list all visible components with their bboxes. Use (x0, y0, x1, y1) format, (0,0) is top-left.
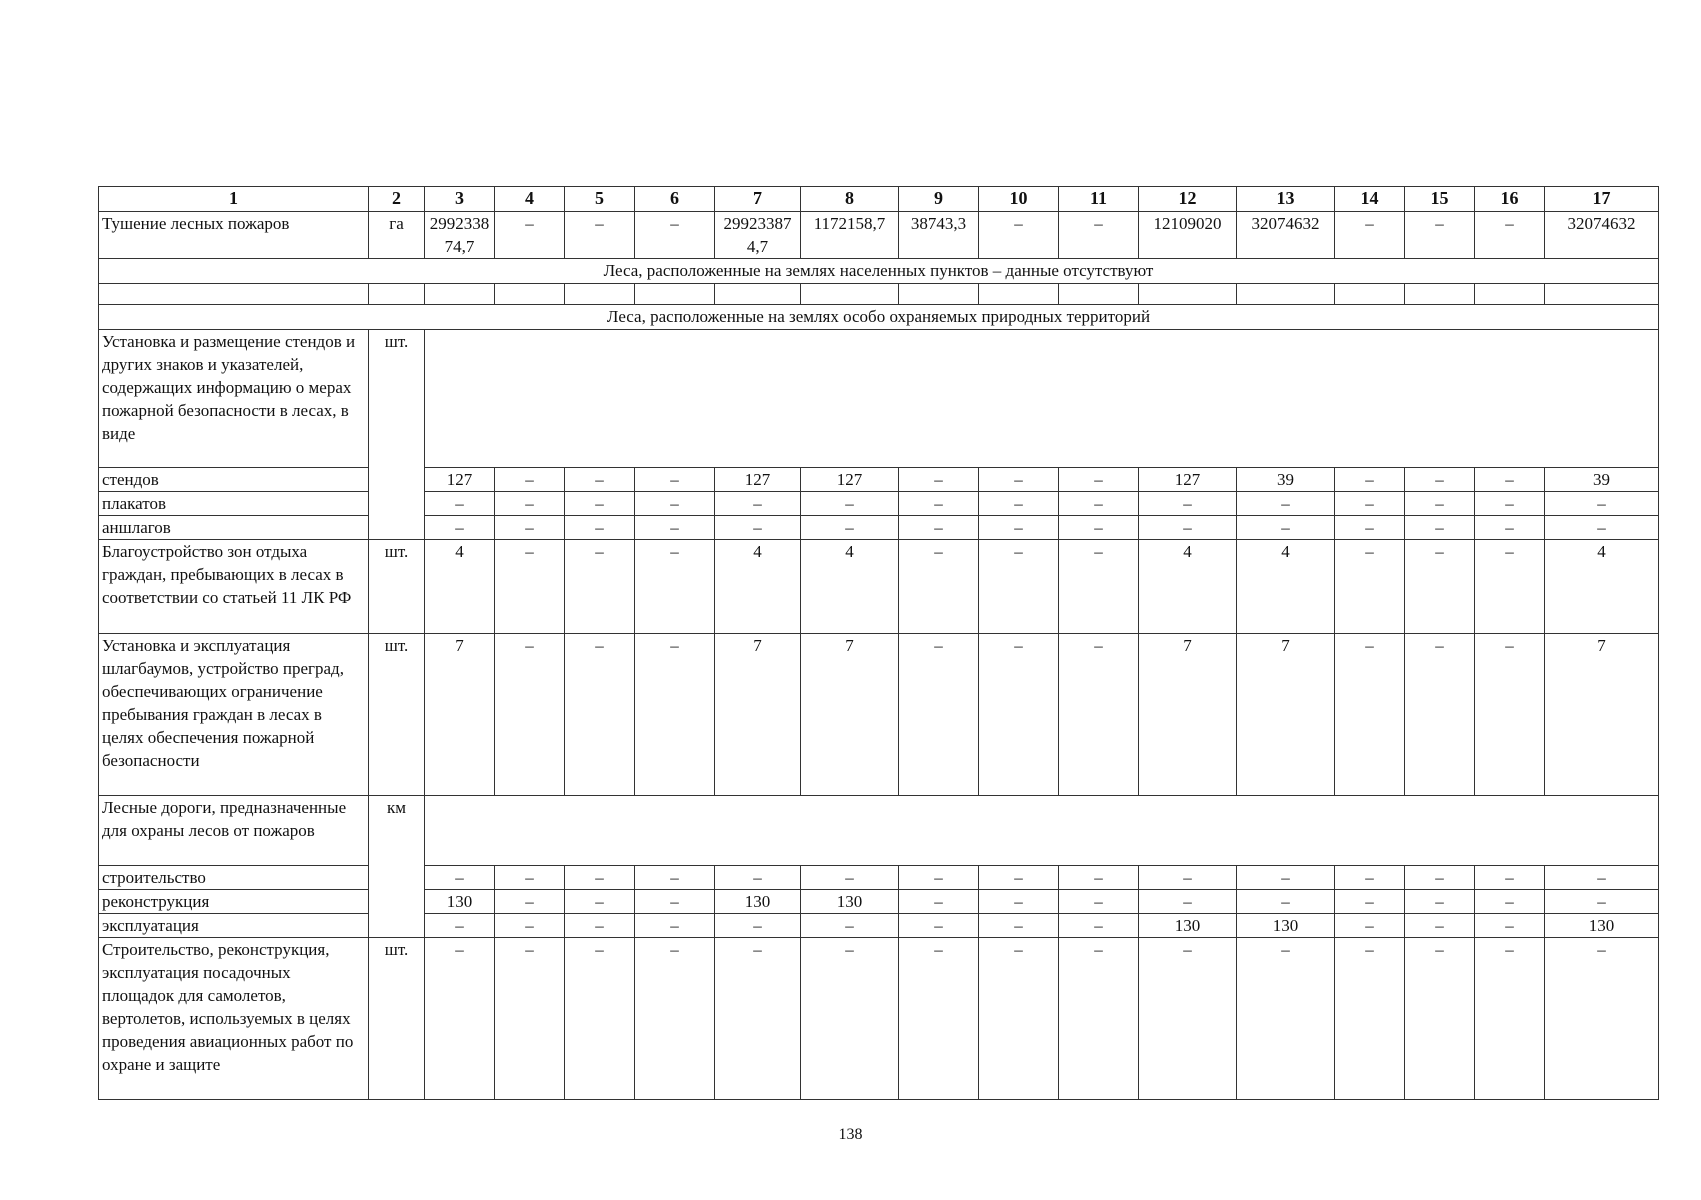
table-cell: 127 (425, 468, 495, 492)
table-cell: – (1059, 938, 1139, 1100)
table-cell: – (979, 212, 1059, 259)
table-cell: – (1335, 212, 1405, 259)
table-cell: – (1237, 890, 1335, 914)
table-cell: – (1545, 516, 1659, 540)
table-row-road-operation (99, 914, 1659, 938)
table-cell: – (1475, 212, 1545, 259)
table-cell: – (425, 866, 495, 890)
table-cell: – (1059, 634, 1139, 796)
column-header: 2 (369, 187, 425, 212)
section-row-protected-areas (99, 305, 1659, 330)
forest-fire-measures-table (98, 186, 1659, 1100)
row-name: стендов (99, 468, 369, 492)
row-name: реконструкция (99, 890, 369, 914)
table-cell: – (1405, 540, 1475, 634)
table-cell: – (635, 212, 715, 259)
table-cell: – (1475, 468, 1545, 492)
table-cell: – (715, 492, 801, 516)
table-cell: 4 (1545, 540, 1659, 634)
table-cell: – (635, 938, 715, 1100)
table-row-fire-suppression (99, 212, 1659, 259)
table-cell: 127 (715, 468, 801, 492)
table-cell: 127 (1139, 468, 1237, 492)
row-name: плакатов (99, 492, 369, 516)
table-cell: – (1059, 866, 1139, 890)
table-cell: – (635, 890, 715, 914)
table-cell: – (635, 634, 715, 796)
table-cell: 4 (715, 540, 801, 634)
table-cell: – (1475, 914, 1545, 938)
table-cell: – (979, 468, 1059, 492)
section-heading: Леса, расположенные на землях населенных пунктов – данные отсутствуют (99, 259, 1659, 284)
table-cell: – (979, 914, 1059, 938)
table-cell: – (1405, 212, 1475, 259)
table-cell: – (715, 516, 801, 540)
table-cell: – (979, 492, 1059, 516)
column-header: 4 (495, 187, 565, 212)
column-header: 10 (979, 187, 1059, 212)
table-cell: – (979, 866, 1059, 890)
table-cell: 4 (1139, 540, 1237, 634)
empty-row (99, 284, 1659, 305)
table-cell: – (715, 914, 801, 938)
table-cell: 7 (1237, 634, 1335, 796)
table-cell: – (979, 634, 1059, 796)
table-cell: 7 (425, 634, 495, 796)
table-row-roads-heading (99, 796, 1659, 866)
table-cell: – (801, 492, 899, 516)
table-cell: – (899, 492, 979, 516)
table-cell: – (1059, 468, 1139, 492)
table-cell: – (495, 866, 565, 890)
row-name: аншлагов (99, 516, 369, 540)
table-cell: – (635, 914, 715, 938)
table-cell: – (1335, 516, 1405, 540)
page-number: 138 (838, 1126, 863, 1143)
table-cell: – (899, 866, 979, 890)
column-header: 14 (1335, 187, 1405, 212)
table-cell: – (565, 212, 635, 259)
table-cell: – (1059, 540, 1139, 634)
table-cell: 4 (425, 540, 495, 634)
table-cell: – (1237, 516, 1335, 540)
table-cell: – (635, 468, 715, 492)
table-cell: – (565, 890, 635, 914)
table-cell: – (899, 914, 979, 938)
table-cell: – (801, 866, 899, 890)
table-cell: 7 (1545, 634, 1659, 796)
row-name: Строительство, реконструкция, эксплуатация посадочных площадок для самолетов, вертолетов, используемых в целях проведения авиационных работ по охране и защите (99, 938, 369, 1100)
table-cell: – (1405, 492, 1475, 516)
table-cell: – (1335, 468, 1405, 492)
table-cell: – (1059, 492, 1139, 516)
table-cell: 32074632 (1237, 212, 1335, 259)
table-cell: 4 (1237, 540, 1335, 634)
table-cell: 39 (1545, 468, 1659, 492)
table-cell: – (1139, 492, 1237, 516)
table-cell: – (1475, 938, 1545, 1100)
row-unit: шт. (369, 634, 425, 796)
table-cell: – (899, 890, 979, 914)
table-cell: – (565, 866, 635, 890)
column-header: 5 (565, 187, 635, 212)
table-cell: 2992338 74,7 (425, 212, 495, 259)
table-cell: – (801, 516, 899, 540)
table-cell: – (1405, 634, 1475, 796)
table-row-stands (99, 468, 1659, 492)
table-cell: – (565, 634, 635, 796)
table-cell: – (1545, 866, 1659, 890)
table-cell: – (1059, 914, 1139, 938)
column-header: 1 (99, 187, 369, 212)
table-cell: – (1335, 866, 1405, 890)
table-cell: – (1475, 634, 1545, 796)
table-cell: – (715, 938, 801, 1100)
table-cell: – (1405, 914, 1475, 938)
table-cell: – (1405, 468, 1475, 492)
table-cell: – (979, 540, 1059, 634)
table-cell: – (565, 516, 635, 540)
column-number-row (99, 187, 1659, 212)
table-cell: – (979, 516, 1059, 540)
table-cell: – (1335, 540, 1405, 634)
table-cell: – (495, 634, 565, 796)
table-cell: – (1475, 866, 1545, 890)
table-cell: – (1237, 938, 1335, 1100)
table-cell: – (495, 492, 565, 516)
table-cell: 12109020 (1139, 212, 1237, 259)
table-cell: – (1405, 938, 1475, 1100)
table-cell: – (635, 540, 715, 634)
table-cell: 32074632 (1545, 212, 1659, 259)
row-name: Тушение лесных пожаров (99, 212, 369, 259)
section-row-settlements (99, 259, 1659, 284)
table-cell: – (495, 938, 565, 1100)
table-cell: 130 (1139, 914, 1237, 938)
table-cell: – (1475, 540, 1545, 634)
table-cell: – (979, 938, 1059, 1100)
table-cell: – (899, 540, 979, 634)
table-cell: – (1139, 866, 1237, 890)
table-cell: – (495, 516, 565, 540)
table-cell: – (1335, 634, 1405, 796)
table-cell: – (801, 914, 899, 938)
table-cell: – (1059, 890, 1139, 914)
table-cell: – (1405, 516, 1475, 540)
table-cell: 1172158,7 (801, 212, 899, 259)
row-unit: км (369, 796, 425, 938)
table-cell: – (1545, 890, 1659, 914)
column-header: 11 (1059, 187, 1139, 212)
table-cell: – (801, 938, 899, 1100)
table-cell: – (495, 914, 565, 938)
table-cell: – (715, 866, 801, 890)
table-cell: – (1335, 890, 1405, 914)
column-header: 13 (1237, 187, 1335, 212)
table-cell: – (1475, 890, 1545, 914)
table-row-barriers (99, 634, 1659, 796)
table-cell: 7 (801, 634, 899, 796)
table-cell: – (565, 938, 635, 1100)
table-cell: – (1059, 516, 1139, 540)
table-cell: – (635, 866, 715, 890)
table-cell: 39 (1237, 468, 1335, 492)
table-cell: – (1545, 938, 1659, 1100)
table-cell: – (565, 914, 635, 938)
table-cell: – (1335, 492, 1405, 516)
table-cell: – (495, 212, 565, 259)
table-cell: 4 (801, 540, 899, 634)
table-cell: – (1237, 866, 1335, 890)
row-unit: шт. (369, 330, 425, 540)
table-cell: – (425, 516, 495, 540)
row-name: Благоустройство зон отдыха граждан, пребывающих в лесах в соответствии со статьей 11 ЛК РФ (99, 540, 369, 634)
table-cell: – (1139, 516, 1237, 540)
table-cell: 130 (715, 890, 801, 914)
table-cell: – (1139, 938, 1237, 1100)
column-header: 17 (1545, 187, 1659, 212)
table-cell: – (1405, 890, 1475, 914)
column-header: 9 (899, 187, 979, 212)
row-unit: шт. (369, 540, 425, 634)
table-row-stands-heading (99, 330, 1659, 468)
table-cell: – (495, 540, 565, 634)
table-row-posters (99, 492, 1659, 516)
table-row-road-construction (99, 866, 1659, 890)
table-cell: 127 (801, 468, 899, 492)
merged-empty-cell (425, 330, 1659, 468)
merged-empty-cell (425, 796, 1659, 866)
table-cell: – (899, 634, 979, 796)
table-cell: – (495, 468, 565, 492)
section-heading: Леса, расположенные на землях особо охраняемых природных территорий (99, 305, 1659, 330)
table-row-landing-sites (99, 938, 1659, 1100)
column-header: 3 (425, 187, 495, 212)
row-name: эксплуатация (99, 914, 369, 938)
table-cell: – (1475, 492, 1545, 516)
table-cell: – (635, 516, 715, 540)
row-name: Лесные дороги, предназначенные для охраны лесов от пожаров (99, 796, 369, 866)
table-row-signboards (99, 516, 1659, 540)
table-cell: – (899, 516, 979, 540)
table-cell: – (425, 938, 495, 1100)
table-cell: 130 (801, 890, 899, 914)
table-cell: 130 (425, 890, 495, 914)
table-cell: – (425, 492, 495, 516)
table-cell: – (635, 492, 715, 516)
table-cell: – (1475, 516, 1545, 540)
column-header: 15 (1405, 187, 1475, 212)
row-unit: шт. (369, 938, 425, 1100)
table-cell: – (1545, 492, 1659, 516)
table-cell: – (1237, 492, 1335, 516)
column-header: 8 (801, 187, 899, 212)
table-cell: – (565, 540, 635, 634)
table-row-road-reconstruction (99, 890, 1659, 914)
table-cell: – (425, 914, 495, 938)
column-header: 16 (1475, 187, 1545, 212)
table-cell: – (565, 492, 635, 516)
table-cell: 7 (715, 634, 801, 796)
document-sheet (98, 186, 1658, 1100)
table-cell: – (1059, 212, 1139, 259)
table-cell: – (979, 890, 1059, 914)
table-cell: – (1139, 890, 1237, 914)
table-cell: – (899, 938, 979, 1100)
table-cell: 7 (1139, 634, 1237, 796)
table-cell: 38743,3 (899, 212, 979, 259)
row-unit: га (369, 212, 425, 259)
column-header: 7 (715, 187, 801, 212)
table-cell: – (899, 468, 979, 492)
table-cell: – (495, 890, 565, 914)
table-cell: 130 (1545, 914, 1659, 938)
table-cell: – (1335, 914, 1405, 938)
row-name: Установка и размещение стендов и других знаков и указателей, содержащих информацию о мерах пожарной безопасности в лесах, в виде (99, 330, 369, 468)
row-name: строительство (99, 866, 369, 890)
table-row-rest-zones (99, 540, 1659, 634)
row-name: Установка и эксплуатация шлагбаумов, устройство преград, обеспечивающих ограничение пребывания граждан в лесах в целях обеспечения пожарной безопасности (99, 634, 369, 796)
table-cell: – (1405, 866, 1475, 890)
column-header: 12 (1139, 187, 1237, 212)
column-header: 6 (635, 187, 715, 212)
table-cell: – (1335, 938, 1405, 1100)
table-cell: 29923387 4,7 (715, 212, 801, 259)
table-cell: – (565, 468, 635, 492)
table-cell: 130 (1237, 914, 1335, 938)
